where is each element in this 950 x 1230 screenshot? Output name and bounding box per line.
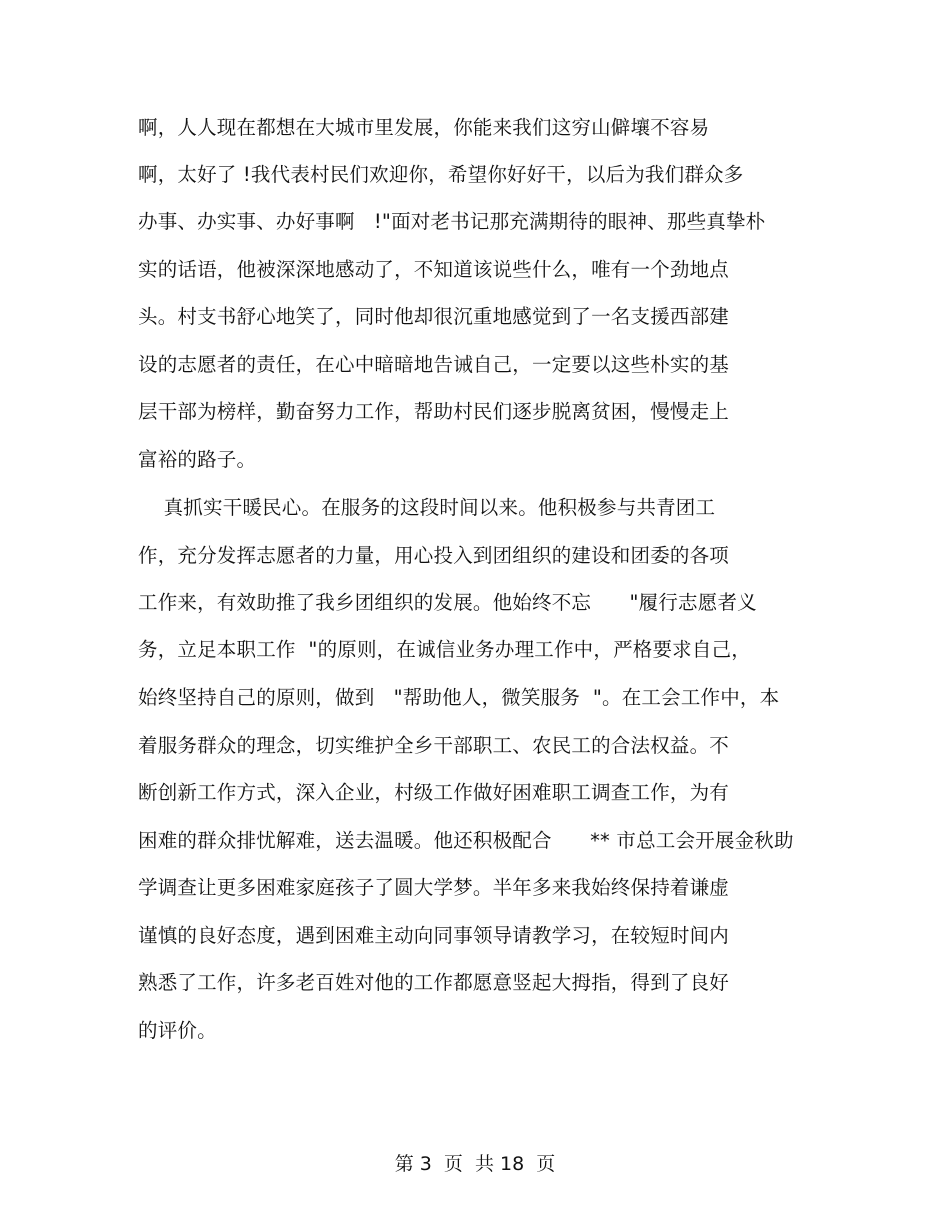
body-text-line: 实的话语，他被深深地感动了，不知道该说些什么，唯有一个劲地点 — [138, 258, 730, 281]
body-text-line: 作，充分发挥志愿者的力量，用心投入到团组织的建设和团委的各项 — [138, 544, 730, 567]
page-number-footer: 第 3 页 共 18 页 — [394, 1153, 556, 1175]
body-text-line: 办事、办实事、办好事啊 !"面对老书记那充满期待的眼神、那些真挚朴 — [138, 210, 766, 233]
body-text-line: 的评价。 — [138, 1019, 217, 1042]
body-text-line: 头。村支书舒心地笑了，同时他却很沉重地感觉到了一名支援西部建 — [138, 305, 730, 328]
body-text-line: 熟悉了工作，许多老百姓对他的工作都愿意竖起大拇指，得到了良好 — [138, 971, 730, 994]
body-text-line: 断创新工作方式，深入企业，村级工作做好困难职工调查工作，为有 — [138, 781, 730, 804]
body-text-line: 啊，人人现在都想在大城市里发展，你能来我们这穷山僻壤不容易 — [138, 116, 710, 139]
body-text-line: 务，立足本职工作 "的原则，在诚信业务办理工作中，严格要求自己， — [138, 638, 751, 661]
body-text-line: 工作来，有效助推了我乡团组织的发展。他始终不忘 "履行志愿者义 — [138, 591, 757, 614]
body-text-line: 学调查让更多困难家庭孩子了圆大学梦。半年多来我始终保持着谦虚 — [138, 876, 730, 899]
body-text-line: 始终坚持自己的原则，做到 "帮助他人，微笑服务 "。在工会工作中，本 — [138, 686, 780, 709]
body-text-line: 谨慎的良好态度，遇到困难主动向同事领导请教学习，在较短时间内 — [138, 924, 730, 947]
body-text-line: 着服务群众的理念，切实维护全乡干部职工、农民工的合法权益。不 — [138, 734, 730, 757]
body-text-line: 啊，太好了 !我代表村民们欢迎你，希望你好好干，以后为我们群众多 — [138, 163, 744, 186]
body-text-line: 设的志愿者的责任，在心中暗暗地告诫自己，一定要以这些朴实的基 — [138, 353, 730, 376]
paragraph-first-line: 真抓实干暖民心。在服务的这段时间以来。他积极参与共青团工 — [138, 496, 716, 519]
body-text-line: 困难的群众排忧解难，送去温暖。他还积极配合 ** 市总工会开展金秋助 — [138, 829, 794, 852]
body-text-line: 层干部为榜样，勤奋努力工作，帮助村民们逐步脱离贫困，慢慢走上 — [138, 400, 730, 423]
body-text-line: 富裕的路子。 — [138, 448, 257, 471]
